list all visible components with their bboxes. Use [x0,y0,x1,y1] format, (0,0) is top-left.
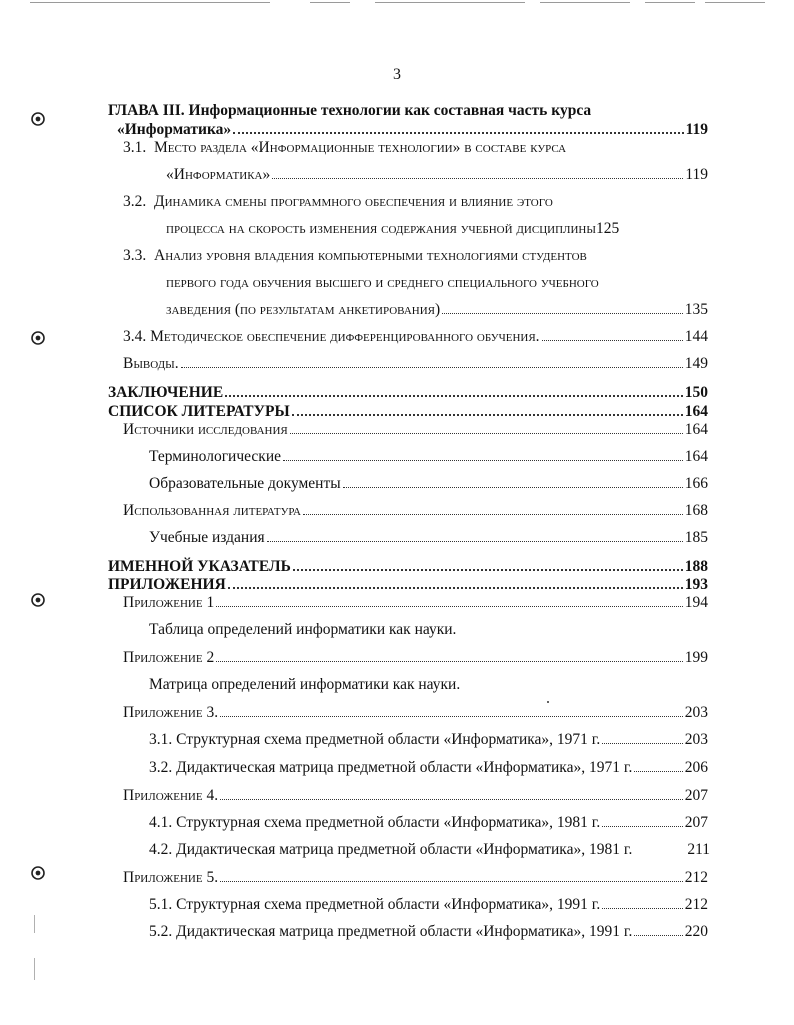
toc-entry-label: 5.1. Структурная схема предметной области «Информатика», 1991 г. [149,896,601,913]
section-number: 3.3. [123,247,147,264]
toc-entry-label: Приложение 5. [123,869,219,886]
toc-entry-label: 5.2. Дидактическая матрица предметной области «Информатика», 1991 г. [149,923,633,940]
toc-page-number: 164 [684,448,708,465]
toc-entry-appendix-4-2[interactable] [149,840,710,860]
dot-leader [292,413,683,416]
toc-entry-sources[interactable] [123,420,708,440]
toc-entry-section-3-1-line-1 [123,138,566,158]
toc-entry-appendices[interactable] [108,575,708,595]
toc-entry-label: ПРИЛОЖЕНИЯ [108,576,226,593]
page-number: 3 [393,66,401,83]
toc-entry-appendix-2[interactable] [123,648,708,668]
toc-entry-appendix-3[interactable] [123,703,708,723]
toc-entry-final[interactable] [108,383,708,403]
toc-entry-edu-documents[interactable] [149,474,708,494]
dot-leader [542,339,683,341]
dot-leader [634,770,682,772]
toc-entry-section-3-3[interactable] [166,300,708,320]
toc-page-number: 212 [684,869,708,886]
toc-entry-label: «Информатика» [117,121,232,138]
toc-entry-label: ЗАКЛЮЧЕНИЕ [108,384,224,401]
toc-entry-section-3-4[interactable] [123,327,708,347]
dot-leader [216,660,683,662]
dot-leader [634,853,685,854]
toc-entry-label: Источники исследования [123,421,288,438]
toc-page-number: 207 [684,787,708,804]
section-number: 3.1. [123,139,147,156]
toc-entry-label: Приложение 3. [123,704,219,721]
toc-page-number: 119 [685,166,708,183]
dot-leader [343,486,683,488]
toc-entry-conclusions[interactable] [123,354,708,374]
toc-page-number: 207 [684,814,708,831]
toc-entry-used-literature[interactable] [123,501,708,521]
toc-entry-appendix-5-1[interactable] [149,895,708,915]
toc-entry-label: СПИСОК ЛИТЕРАТУРЫ [108,403,290,420]
dot-leader [220,880,683,882]
toc-entry-terminological[interactable] [149,447,708,467]
dot-leader [220,798,683,800]
toc-page-number: 119 [685,121,708,138]
toc-entry-label: Приложение 2 [123,649,215,666]
toc-entry-section-3-2-line-1 [123,192,553,212]
toc-entry-label: Учебные издания [149,529,265,546]
dot-leader [602,907,682,909]
toc-entry-label: 4.1. Структурная схема предметной области «Информатика», 1981 г. [149,814,601,831]
toc-entry-label: Использованная литература [123,502,302,519]
toc-page-number: 199 [684,649,708,666]
dot-leader [442,312,683,314]
toc-entry-label: Приложение 4. [123,787,219,804]
toc-entry-label: 3.4. Методическое обеспечение дифференцированного обучения. [123,328,540,345]
toc-entry-appendix-3-1[interactable] [149,730,708,750]
toc-entry-label: «Информатика» [166,166,271,183]
toc-entry-section-3-3-line-1 [123,246,587,266]
toc-entry-appendix-4-1[interactable] [149,813,708,833]
toc-entry-label: Образовательные документы [149,475,341,492]
toc-page-number: 185 [684,529,708,546]
toc-entry-section-3-1[interactable] [166,165,708,185]
toc-entry-appendix-3-2[interactable] [149,758,708,778]
dot-leader [233,131,683,134]
toc-page-number: 149 [684,355,708,372]
dot-leader [216,605,683,607]
toc-page-number: 188 [684,558,708,575]
dot-leader [220,715,683,717]
toc-page-number: 203 [684,731,708,748]
toc-page-number: 164 [684,421,708,438]
toc-page-number: 193 [684,576,708,593]
appendix-1-description: Таблица определений информатики как науки. [149,621,457,638]
appendix-2-description: Матрица определений информатики как науки. [149,676,461,693]
dot-leader [225,394,683,397]
dot-leader [267,540,683,542]
dot-leader [602,825,682,827]
toc-page-number: 168 [684,502,708,519]
chapter-3-title: ГЛАВА III. Информационные технологии как составная часть курса [108,102,592,119]
section-title: Место раздела «Информационные технологии» в составе курса [154,139,567,156]
toc-entry-appendix-5[interactable] [123,868,708,888]
dot-leader [228,586,683,589]
toc-page-number: 150 [684,384,708,401]
toc-page-number: 166 [684,475,708,492]
toc-entry-appendix-5-2[interactable] [149,922,708,942]
toc-page-number: 144 [684,328,708,345]
toc-entry-section-3-2[interactable] [166,219,710,239]
section-title: Анализ уровня владения компьютерными технологиями студентов [154,247,587,264]
dot-leader [283,459,683,461]
dot-leader [272,177,683,179]
toc-entry-label: Терминологические [149,448,281,465]
toc-entry-label: ИМЕННОЙ УКАЗАТЕЛЬ [108,558,291,575]
toc-page-number: 135 [684,301,708,318]
toc-entry-references[interactable] [108,402,708,422]
toc-page-number: 125 [595,220,620,237]
toc-entry-appendix-4[interactable] [123,786,708,806]
dot-leader [303,513,683,515]
toc-entry-textbooks[interactable] [149,528,708,548]
section-number: 3.2. [123,193,147,210]
toc-entry-section-3-3-line-2: первого года обучения высшего и среднего специального учебного [166,274,599,291]
toc-entry-chapter-3[interactable] [117,120,708,140]
toc-page-number: 220 [684,923,708,940]
toc-page-number: 211 [687,841,710,858]
dot-leader [290,432,683,434]
toc-entry-label: 4.2. Дидактическая матрица предметной области «Информатика», 1981 г. [149,841,633,858]
toc-entry-name-index[interactable] [108,557,708,577]
toc-page-number: 194 [684,594,708,611]
toc-entry-label: процесса на скорость изменения содержания учебной дисциплины [166,220,596,237]
toc-entry-label: Приложение 1 [123,594,215,611]
dot-leader [293,568,683,571]
dot-leader [634,934,682,936]
toc-page-number: 206 [684,759,708,776]
toc-entry-label: заведения (по результатам анкетирования) [166,301,441,318]
toc-entry-label: 3.1. Структурная схема предметной области «Информатика», 1971 г. [149,731,601,748]
toc-page-number: 164 [684,403,708,420]
toc-entry-appendix-1[interactable] [123,593,708,613]
toc-page-number: 212 [684,896,708,913]
toc-entry-label: 3.2. Дидактическая матрица предметной области «Информатика», 1971 г. [149,759,633,776]
toc-page-number: 203 [684,704,708,721]
dot-leader [602,742,682,744]
toc-entry-label: Выводы. [123,355,179,372]
dot-leader [181,366,683,368]
section-title: Динамика смены программного обеспечения и влияние этого [154,193,553,210]
